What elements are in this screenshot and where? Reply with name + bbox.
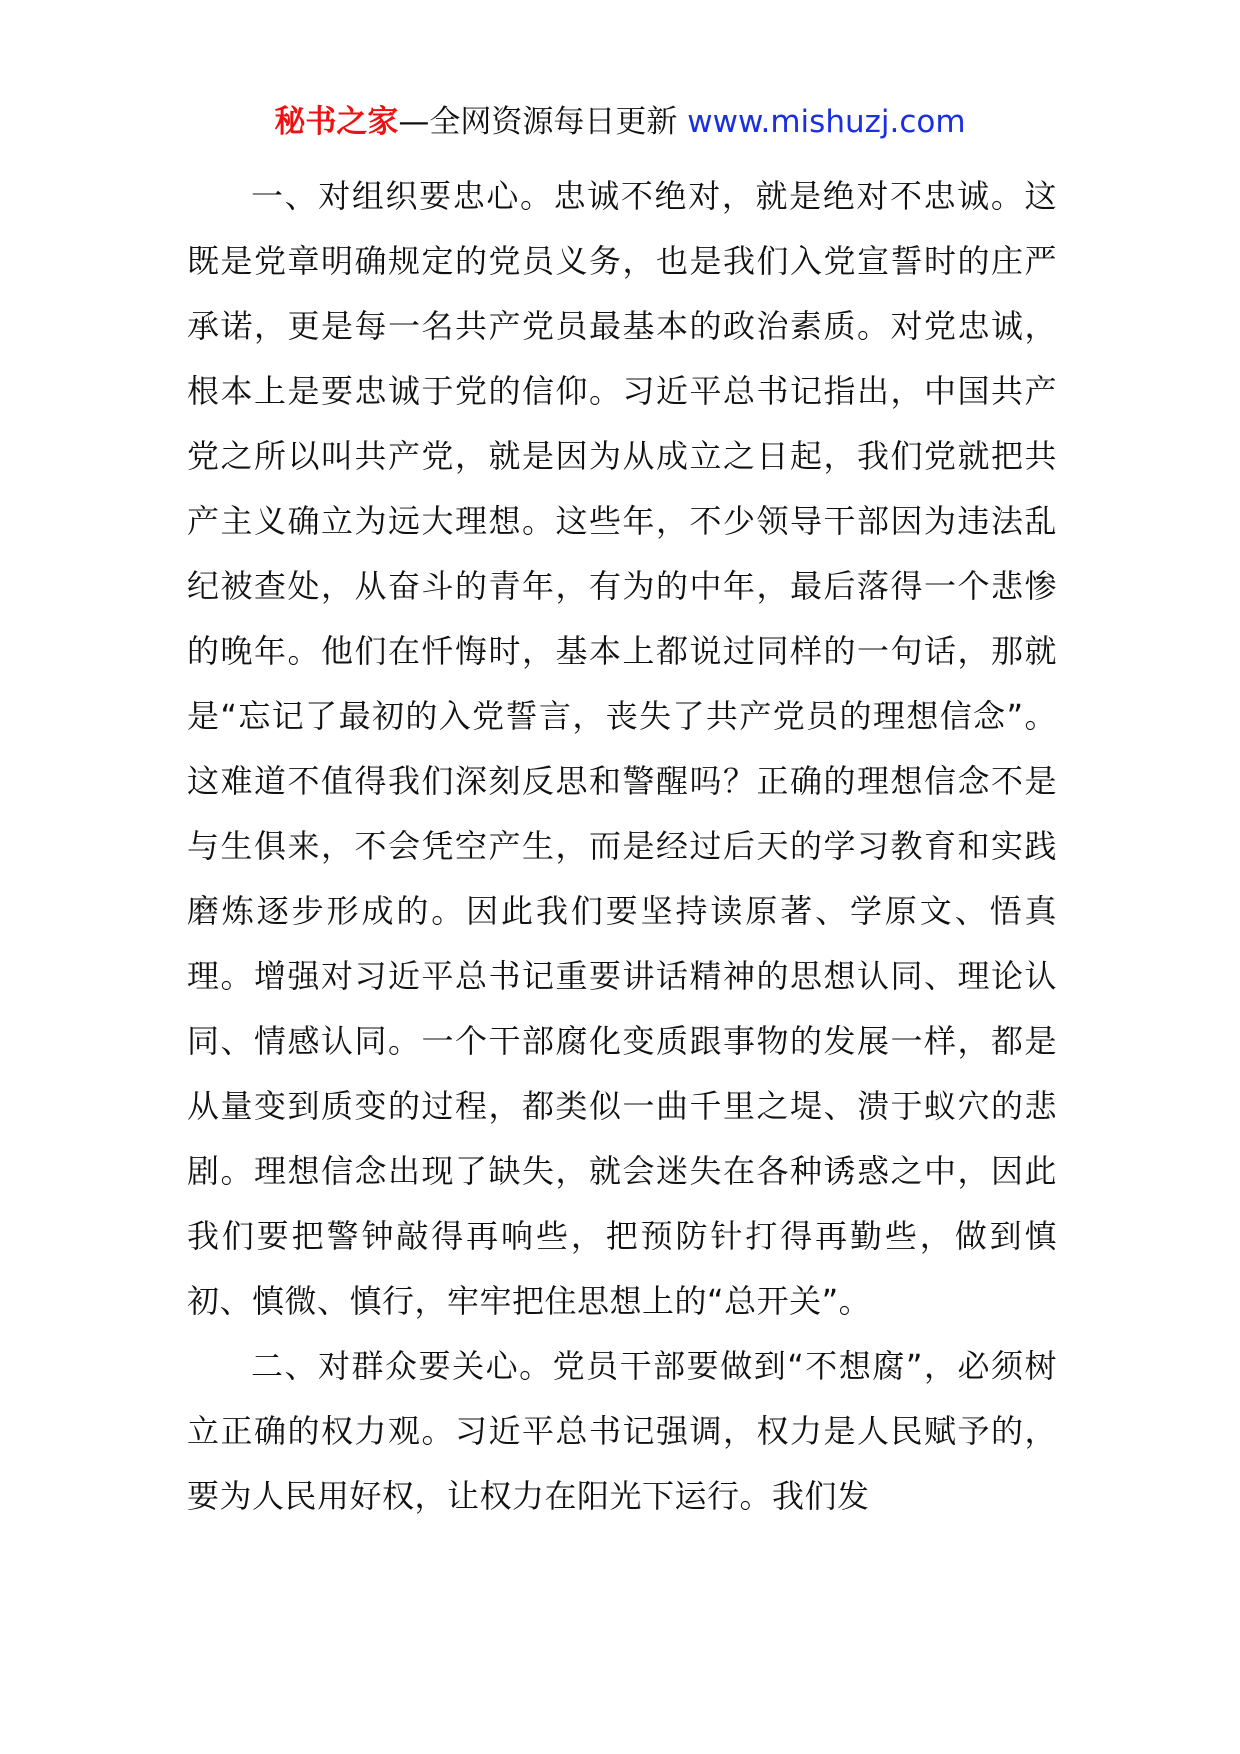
paragraph-1: 一、对组织要忠心。忠诚不绝对，就是绝对不忠诚。这既是党章明确规定的党员义务，也是我们入党宣誓时的庄严承诺，更是每一名共产党员最基本的政治素质。对党忠诚，根本上是要忠诚于党的信仰。习近平总书记指出，中国共产党之所以叫共产党，就是因为从成立之日起，我们党就把共产主义确立为远大理想。这些年，不少领导干部因为违法乱纪被查处，从奋斗的青年，有为的中年，最后落得一个悲惨的晚年。他们在忏悔时，基本上都说过同样的一句话，那就是“忘记了最初的入党誓言，丧失了共产党员的理想信念”。这难道不值得我们深刻反思和警醒吗？正确的理想信念不是与生俱来，不会凭空产生，而是经过后天的学习教育和实践磨炼逐步形成的。因此我们要坚持读原著、学原文、悟真理。增强对习近平总书记重要讲话精神的思想认同、理论认同、情感认同。一个干部腐化变质跟事物的发展一样，都是从量变到质变的过程，都类似一曲千里之堤、溃于蚁穴的悲剧。理想信念出现了缺失，就会迷失在各种诱惑之中，因此我们要把警钟敲得再响些，把预防针打得再勤些，做到慎初、慎微、慎行，牢牢把住思想上的“总开关”。: [187, 177, 1057, 1320]
website-link[interactable]: www.mishuzj.com: [687, 104, 966, 140]
document-body: [187, 164, 1057, 1529]
paragraph-2: 二、对群众要关心。党员干部要做到“不想腐”，必须树立正确的权力观。习近平总书记强调，权力是人民赋予的，要为人民用好权，让权力在阳光下运行。我们发: [187, 1347, 1057, 1515]
header-tagline: —全网资源每日更新: [398, 104, 688, 140]
brand-name: 秘书之家: [274, 104, 399, 140]
page-header: [0, 100, 1240, 144]
